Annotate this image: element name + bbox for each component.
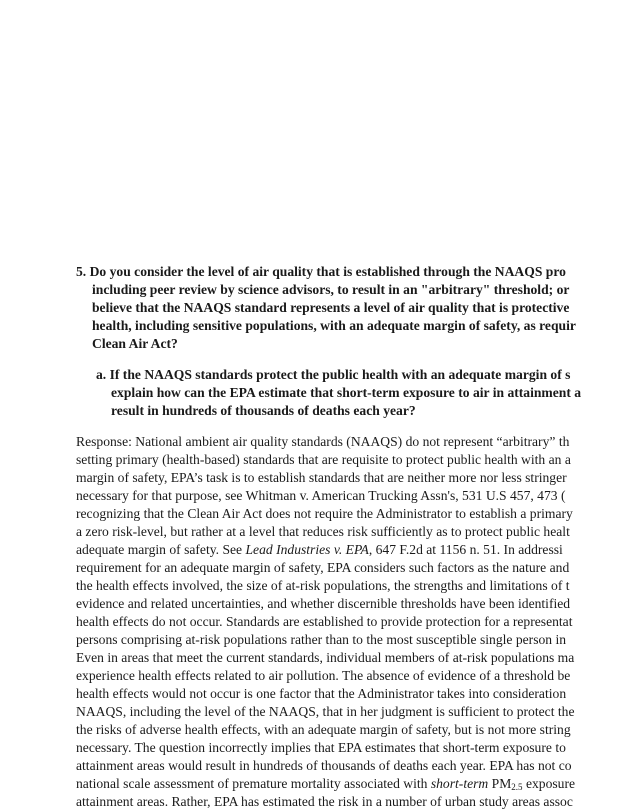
- subquestion-line: explain how can the EPA estimate that short-term exposure to air in attainment a: [111, 385, 582, 400]
- response-line: necessary for that purpose, see Whitman v. American Trucking Assn's, 531 U.S 457, 473 (: [76, 488, 566, 503]
- response-line: attainment areas. Rather, EPA has estimated the risk in a number of urban study areas assoc: [76, 794, 573, 809]
- subscript: 2.5: [511, 782, 523, 792]
- question-line: 5. Do you consider the level of air quality that is established through the NAAQS pro: [76, 264, 566, 279]
- response-line: recognizing that the Clean Air Act does not require the Administrator to establish a primary: [76, 506, 573, 521]
- response-line: health effects do not occur. Standards are established to provide protection for a representat: [76, 614, 573, 629]
- response-line: Even in areas that meet the current standards, individual members of at-risk populations ma: [76, 650, 575, 665]
- response-line: [76, 541, 563, 558]
- response-line: requirement for an adequate margin of safety, EPA considers such factors as the nature and: [76, 560, 570, 575]
- response-line: a zero risk-level, but rather at a level that reduces risk sufficiently as to protect public healt: [76, 524, 570, 539]
- question-line: health, including sensitive populations, with an adequate margin of safety, as requir: [92, 318, 576, 333]
- question-line: Clean Air Act?: [92, 336, 178, 351]
- subquestion-line: a. If the NAAQS standards protect the public health with an adequate margin of s: [96, 367, 571, 382]
- response-line: attainment areas would result in hundreds of thousands of deaths each year. EPA has not co: [76, 758, 572, 773]
- response-line: [76, 775, 575, 792]
- response-text: adequate margin of safety. See: [76, 542, 246, 557]
- question-line: including peer review by science advisors, to result in an "arbitrary" threshold; or: [92, 282, 570, 297]
- response-line: margin of safety, EPA’s task is to establish standards that are neither more nor less stringer: [76, 470, 567, 485]
- case-citation: Lead Industries v. EPA: [245, 542, 369, 557]
- subquestion-line: result in hundreds of thousands of deaths each year?: [111, 403, 416, 418]
- response-text: , 647 F.2d at 1156 n. 51. In addressi: [368, 542, 563, 557]
- emphasis-text: short-term: [430, 776, 489, 791]
- response-line: the health effects involved, the size of at-risk populations, the strengths and limitations of t: [76, 578, 570, 593]
- response-line: the risks of adverse health effects, with an adequate margin of safety, but is not more string: [76, 722, 571, 737]
- response-line: NAAQS, including the level of the NAAQS, that in her judgment is sufficient to protect the: [76, 704, 575, 719]
- response-line: experience health effects related to air pollution. The absence of evidence of a threshold be: [76, 668, 571, 683]
- response-text: national scale assessment of premature mortality associated with: [76, 776, 431, 791]
- response-line: necessary. The question incorrectly implies that EPA estimates that short-term exposure to: [76, 740, 566, 755]
- response-line: persons comprising at-risk populations rather than to the most susceptible single person in: [76, 632, 567, 647]
- response-text: PM: [488, 776, 512, 791]
- response-line: evidence and related uncertainties, and whether discernible thresholds have been identified: [76, 596, 571, 611]
- question-line: believe that the NAAQS standard represents a level of air quality that is protective: [92, 300, 570, 315]
- response-line: setting primary (health-based) standards that are requisite to protect public health with an a: [76, 452, 571, 467]
- response-line: health effects would not occur is one factor that the Administrator takes into consideration: [76, 686, 567, 701]
- response-line: Response: National ambient air quality standards (NAAQS) do not represent “arbitrary” th: [76, 434, 570, 449]
- response-text: exposure: [522, 776, 576, 791]
